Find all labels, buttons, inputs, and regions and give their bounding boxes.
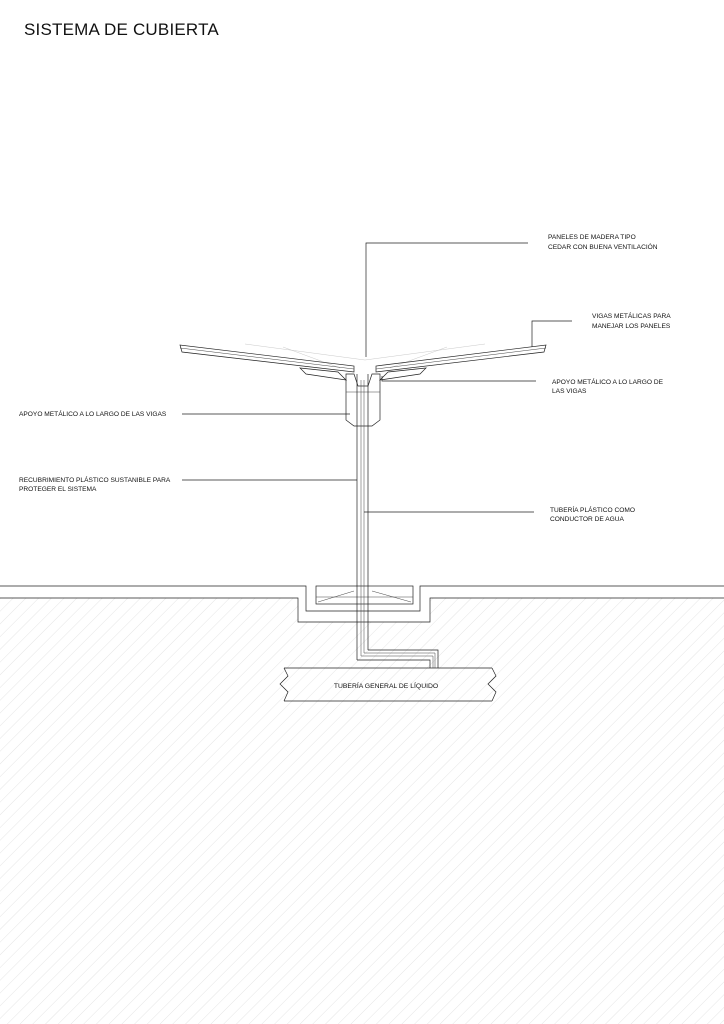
- projection-lines: [245, 344, 485, 368]
- foundation-base: [316, 586, 413, 604]
- ground-hatch: [0, 598, 724, 1024]
- panels-label-line1: PANELES DE MADERA TIPO: [548, 234, 636, 241]
- coating-label-line2: PROTEGER EL SISTEMA: [19, 486, 97, 493]
- pipe-label-line2: CONDUCTOR DE AGUA: [550, 516, 624, 523]
- support-right-label-line2: LAS VIGAS: [552, 388, 587, 395]
- pipe-label-line1: TUBERÍA PLÁSTICO COMO: [550, 507, 636, 514]
- panels-label-line2: CEDAR CON BUENA VENTILACIÓN: [548, 244, 658, 251]
- drawing-title: SISTEMA DE CUBIERTA: [24, 20, 219, 39]
- panels-leader: [366, 243, 528, 357]
- beams-label-line1: VIGAS METÁLICAS PARA: [592, 313, 671, 320]
- support-right-label-line1: APOYO METÁLICO A LO LARGO DE: [552, 379, 664, 386]
- support-right-leader: [382, 376, 536, 381]
- beams-label-line2: MANEJAR LOS PANELES: [592, 323, 671, 330]
- beams-leader: [532, 321, 572, 347]
- support-left-label: APOYO METÁLICO A LO LARGO DE LAS VIGAS: [19, 411, 167, 418]
- column-pipe: [357, 374, 368, 660]
- coating-label-line1: RECUBRIMIENTO PLÁSTICO SUSTANIBLE PARA: [19, 477, 171, 484]
- main-pipe-label: TUBERÍA GENERAL DE LÍQUIDO: [333, 683, 439, 690]
- roof-panels: [180, 345, 546, 372]
- column-head-support: [346, 374, 380, 426]
- metal-beams: [300, 368, 426, 380]
